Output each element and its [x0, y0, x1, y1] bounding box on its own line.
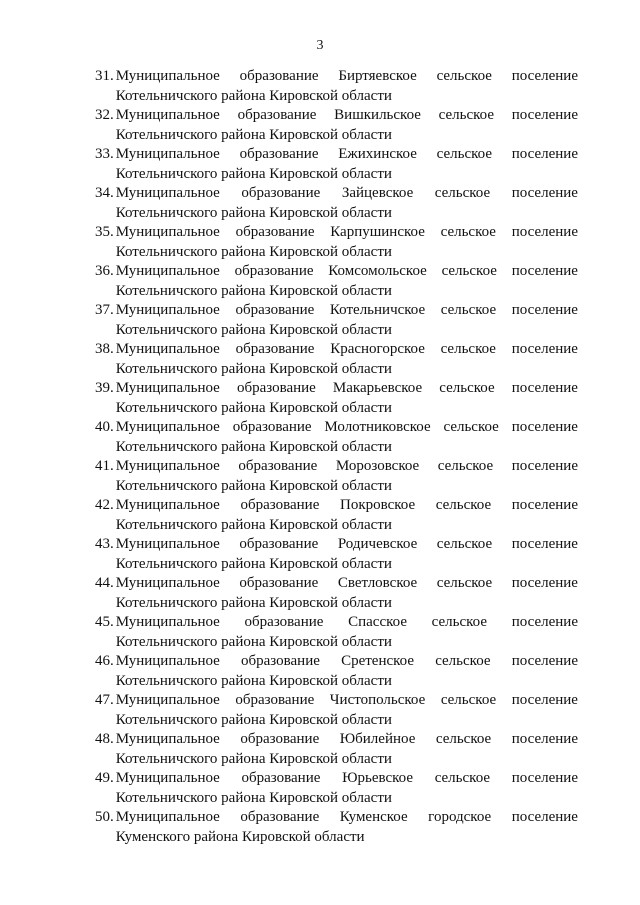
item-first-line: [116, 457, 578, 477]
item-number: 47: [95, 692, 110, 708]
item-number: 46: [95, 653, 110, 669]
item-word: Вишкильское: [334, 107, 421, 123]
item-word: образование: [235, 341, 315, 357]
item-word: городское: [428, 809, 492, 825]
item-text: [116, 691, 578, 730]
municipality-list: [84, 67, 578, 847]
item-word: образование: [244, 614, 324, 630]
item-number: 33: [95, 146, 110, 162]
item-first-line: [116, 808, 578, 828]
item-second-line: Котельничского района Кировской области: [115, 126, 392, 143]
item-first-line: [116, 262, 578, 282]
item-word: Покровское: [339, 497, 416, 513]
item-number-period: .: [110, 536, 114, 552]
item-first-line: [116, 496, 578, 516]
item-text: [116, 730, 578, 769]
list-item: [84, 223, 578, 262]
list-item: [84, 67, 578, 106]
item-word: поселение: [511, 536, 578, 552]
item-word: Сретенское: [341, 653, 415, 669]
item-word: Муниципальное: [115, 497, 220, 513]
item-first-line: [116, 691, 578, 711]
list-item: [84, 340, 578, 379]
item-word: поселение: [511, 341, 578, 357]
item-word: образование: [239, 536, 319, 552]
item-second-line: Котельничского района Кировской области: [115, 633, 392, 650]
item-text: [116, 652, 578, 691]
item-word: Муниципальное: [115, 692, 220, 708]
item-word: сельское: [438, 107, 494, 123]
item-number: 36: [95, 263, 110, 279]
item-word: Красногорское: [330, 341, 425, 357]
item-text: [116, 574, 578, 613]
item-number: 44: [95, 575, 110, 591]
item-word: Муниципальное: [115, 809, 220, 825]
item-word: Муниципальное: [115, 419, 220, 435]
item-word: Спасское: [348, 614, 407, 630]
item-word: сельское: [440, 224, 496, 240]
item-number-period: .: [110, 68, 114, 84]
item-second-line: Котельничского района Кировской области: [115, 321, 392, 338]
list-item: [84, 574, 578, 613]
item-word: образование: [240, 731, 320, 747]
item-number-period: .: [110, 380, 114, 396]
item-word: образование: [235, 302, 315, 318]
item-word: поселение: [511, 419, 578, 435]
item-word: сельское: [436, 68, 492, 84]
item-word: поселение: [511, 302, 578, 318]
item-word: сельское: [440, 692, 497, 708]
item-word: сельское: [443, 419, 499, 435]
item-word: образование: [241, 653, 320, 669]
item-word: сельское: [436, 146, 492, 162]
item-word: поселение: [511, 692, 578, 708]
item-number-period: .: [110, 419, 114, 435]
item-number: 34: [95, 185, 110, 201]
item-number-period: .: [110, 263, 114, 279]
item-word: поселение: [511, 497, 578, 513]
item-word: Муниципальное: [115, 380, 220, 396]
item-word: образование: [240, 497, 320, 513]
item-number: 39: [95, 380, 110, 396]
item-text: [116, 769, 578, 808]
item-word: поселение: [511, 263, 578, 279]
item-second-line: Котельничского района Кировской области: [115, 477, 392, 494]
item-word: образование: [238, 458, 318, 474]
item-second-line: Котельничского района Кировской области: [115, 282, 392, 299]
list-item: [84, 145, 578, 184]
item-word: образование: [234, 263, 314, 279]
item-first-line: [116, 418, 578, 438]
item-number-period: .: [110, 653, 114, 669]
list-item: [84, 496, 578, 535]
item-number: 43: [95, 536, 110, 552]
item-text: [116, 145, 578, 184]
list-item: [84, 730, 578, 769]
list-item: [84, 184, 578, 223]
list-item: [84, 379, 578, 418]
item-word: поселение: [511, 653, 578, 669]
item-word: Муниципальное: [115, 770, 220, 786]
item-word: образование: [235, 692, 315, 708]
item-text: [116, 535, 578, 574]
item-number-period: .: [110, 614, 114, 630]
item-number: 37: [95, 302, 110, 318]
item-word: сельское: [435, 497, 492, 513]
item-word: сельское: [440, 341, 496, 357]
item-word: сельское: [439, 380, 495, 396]
item-word: Зайцевское: [341, 185, 414, 201]
item-word: сельское: [437, 458, 494, 474]
item-word: поселение: [511, 107, 578, 123]
item-word: сельское: [441, 263, 497, 279]
item-number: 45: [95, 614, 110, 630]
list-item: [84, 691, 578, 730]
item-word: Муниципальное: [115, 575, 220, 591]
item-text: [116, 613, 578, 652]
item-first-line: [116, 613, 578, 633]
list-item: [84, 535, 578, 574]
item-number-period: .: [110, 302, 114, 318]
item-word: сельское: [434, 770, 491, 786]
item-first-line: [116, 340, 578, 360]
item-word: Юрьевское: [342, 770, 414, 786]
item-word: образование: [239, 146, 319, 162]
list-item: [84, 808, 578, 847]
item-word: Муниципальное: [115, 536, 220, 552]
item-number-period: .: [110, 185, 114, 201]
item-word: Котельничское: [329, 302, 426, 318]
item-number-period: .: [110, 107, 114, 123]
item-word: сельское: [436, 575, 493, 591]
item-word: Муниципальное: [115, 458, 220, 474]
item-word: сельское: [434, 185, 491, 201]
item-word: Чистопольское: [329, 692, 426, 708]
item-text: [116, 457, 578, 496]
item-word: сельское: [431, 614, 488, 630]
item-word: поселение: [511, 68, 578, 84]
item-number-period: .: [110, 770, 114, 786]
item-word: Муниципальное: [115, 341, 220, 357]
item-number: 48: [95, 731, 110, 747]
item-word: поселение: [511, 185, 578, 201]
item-first-line: [116, 535, 578, 555]
item-word: Муниципальное: [115, 224, 220, 240]
list-item: [84, 418, 578, 457]
item-text: [116, 223, 578, 262]
item-word: Куменское: [339, 809, 408, 825]
item-second-line: Котельничского района Кировской области: [115, 438, 392, 455]
item-word: поселение: [511, 614, 578, 630]
item-second-line: Котельничского района Кировской области: [115, 165, 392, 182]
item-first-line: [116, 67, 578, 87]
item-first-line: [116, 769, 578, 789]
item-second-line: Котельничского района Кировской области: [115, 360, 392, 377]
item-second-line: Котельничского района Кировской области: [115, 204, 392, 221]
item-word: образование: [237, 107, 317, 123]
item-number-period: .: [110, 224, 114, 240]
list-item: [84, 457, 578, 496]
item-number: 31: [95, 68, 110, 84]
item-number-period: .: [110, 146, 114, 162]
item-number-period: .: [110, 497, 114, 513]
item-word: поселение: [511, 380, 578, 396]
item-number: 40: [95, 419, 110, 435]
item-number-period: .: [110, 341, 114, 357]
item-first-line: [116, 106, 578, 126]
item-text: [116, 418, 578, 457]
list-item: [84, 301, 578, 340]
item-first-line: [116, 223, 578, 243]
item-word: сельское: [435, 731, 492, 747]
item-second-line: Котельничского района Кировской области: [115, 711, 392, 728]
list-item: [84, 106, 578, 145]
item-second-line: Котельничского района Кировской области: [115, 594, 392, 611]
item-text: [116, 262, 578, 301]
item-number: 35: [95, 224, 110, 240]
item-first-line: [116, 145, 578, 165]
item-number-period: .: [110, 575, 114, 591]
list-item: [84, 262, 578, 301]
list-item: [84, 769, 578, 808]
item-word: Карпушинское: [330, 224, 425, 240]
item-word: поселение: [511, 809, 578, 825]
item-word: Муниципальное: [115, 146, 220, 162]
item-word: образование: [239, 575, 319, 591]
item-word: поселение: [511, 458, 578, 474]
item-second-line: Куменского района Кировской области: [115, 828, 365, 845]
item-word: образование: [241, 770, 321, 786]
item-word: образование: [240, 809, 320, 825]
page-number: 3: [316, 38, 324, 53]
item-number-period: .: [110, 731, 114, 747]
item-text: [116, 808, 578, 847]
item-word: сельское: [440, 302, 497, 318]
item-number: 41: [95, 458, 110, 474]
item-second-line: Котельничского района Кировской области: [115, 672, 392, 689]
item-word: поселение: [511, 575, 578, 591]
item-number: 42: [95, 497, 110, 513]
item-word: образование: [235, 224, 315, 240]
list-item: [84, 652, 578, 691]
item-text: [116, 184, 578, 223]
item-word: поселение: [511, 731, 578, 747]
item-first-line: [116, 574, 578, 594]
item-word: Комсомольское: [328, 263, 427, 279]
item-word: Макарьевское: [332, 380, 423, 396]
item-word: Биртяевское: [338, 68, 417, 84]
item-first-line: [116, 301, 578, 321]
item-word: Муниципальное: [115, 185, 220, 201]
item-second-line: Котельничского района Кировской области: [115, 399, 392, 416]
item-text: [116, 340, 578, 379]
item-word: поселение: [511, 224, 578, 240]
item-word: Муниципальное: [115, 263, 220, 279]
item-word: Родичевское: [337, 536, 418, 552]
item-word: образование: [239, 68, 319, 84]
item-word: Муниципальное: [115, 614, 220, 630]
item-word: образование: [236, 380, 316, 396]
item-word: Молотниковское: [324, 419, 431, 435]
item-word: Юбилейное: [339, 731, 416, 747]
item-text: [116, 106, 578, 145]
item-number: 49: [95, 770, 110, 786]
item-word: Муниципальное: [115, 653, 220, 669]
item-text: [116, 301, 578, 340]
item-number-period: .: [110, 809, 114, 825]
item-word: Муниципальное: [115, 302, 220, 318]
item-word: Светловское: [337, 575, 418, 591]
list-item: [84, 613, 578, 652]
item-text: [116, 67, 578, 106]
item-word: Муниципальное: [115, 107, 220, 123]
item-word: образование: [241, 185, 321, 201]
item-first-line: [116, 730, 578, 750]
item-number: 38: [95, 341, 110, 357]
item-second-line: Котельничского района Кировской области: [115, 789, 392, 806]
item-number: 32: [95, 107, 110, 123]
item-number-period: .: [110, 692, 114, 708]
item-number: 50: [95, 809, 110, 825]
item-text: [116, 496, 578, 535]
item-second-line: Котельничского района Кировской области: [115, 87, 392, 104]
item-word: Муниципальное: [115, 731, 220, 747]
item-second-line: Котельничского района Кировской области: [115, 750, 392, 767]
item-second-line: Котельничского района Кировской области: [115, 243, 392, 260]
item-word: образование: [232, 419, 312, 435]
item-number-period: .: [110, 458, 114, 474]
item-first-line: [116, 652, 578, 672]
item-word: сельское: [436, 536, 493, 552]
item-first-line: [116, 379, 578, 399]
item-second-line: Котельничского района Кировской области: [115, 516, 392, 533]
item-word: поселение: [511, 146, 578, 162]
item-word: Морозовское: [335, 458, 420, 474]
item-second-line: Котельничского района Кировской области: [115, 555, 392, 572]
item-word: сельское: [435, 653, 491, 669]
item-word: поселение: [511, 770, 578, 786]
item-word: Ежихинское: [338, 146, 417, 162]
item-first-line: [116, 184, 578, 204]
item-word: Муниципальное: [115, 68, 220, 84]
item-text: [116, 379, 578, 418]
